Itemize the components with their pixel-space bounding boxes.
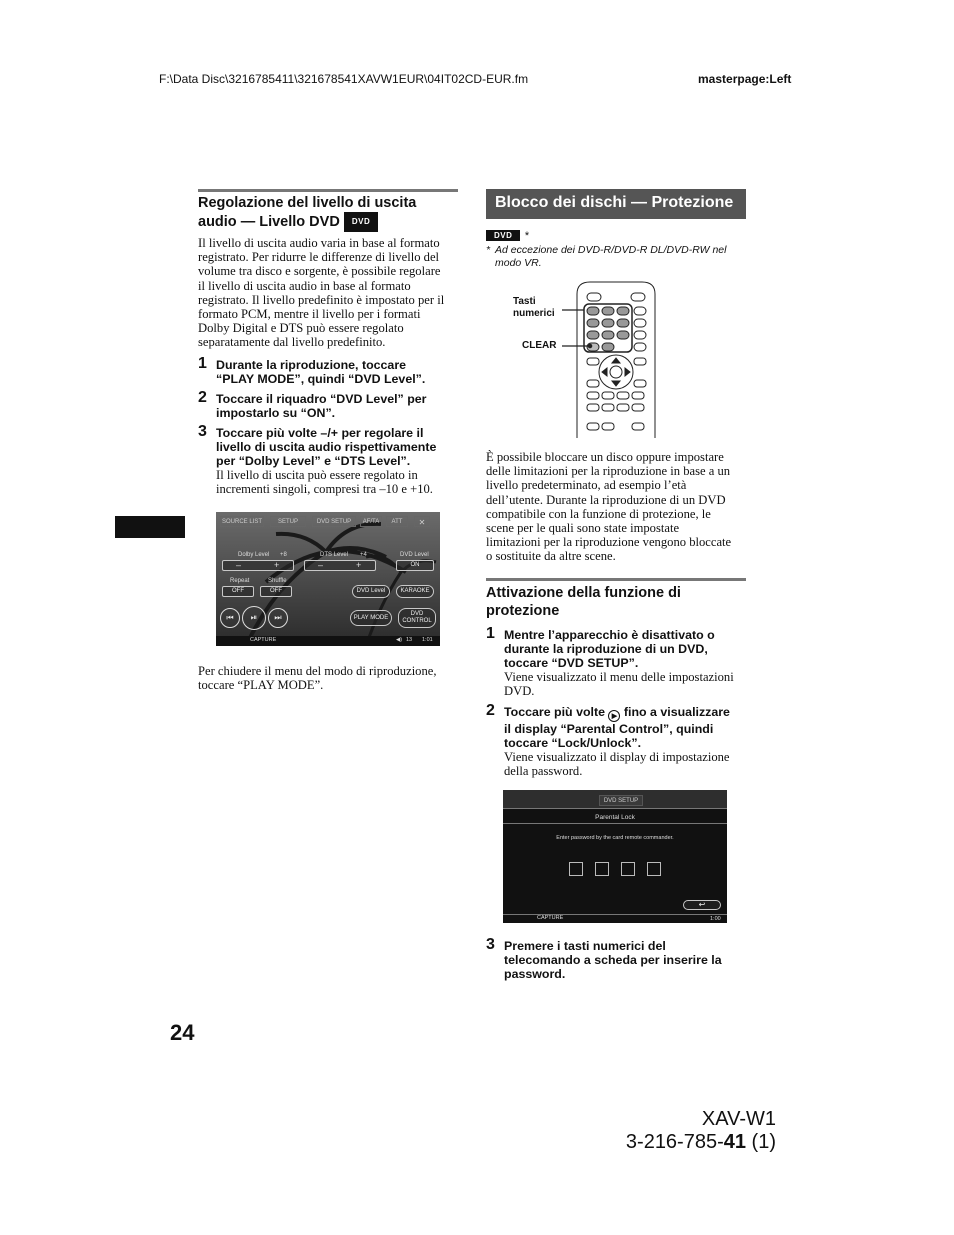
step-subtext: DVD. [504, 684, 535, 699]
step-1 [198, 355, 460, 386]
step-text: impostarlo su “ON”. [216, 406, 336, 420]
dolby-level-value: +8 [280, 552, 287, 558]
intro-line: registrato. Il livello predefinito è impostato per il [198, 292, 445, 307]
numeric-keys-label-2: numerici [513, 308, 555, 319]
step-number: 1 [486, 625, 495, 642]
tab-dvd-setup[interactable]: DVD SETUP [312, 516, 356, 527]
clear-label: CLEAR [522, 340, 557, 351]
step-number: 3 [198, 423, 207, 440]
dvd-control-label-1: DVD [410, 611, 424, 617]
step-subtext: Viene visualizzato il display di impostazione [504, 750, 730, 764]
intro-line: limitazioni per la riproduzione vengono bloccate [486, 535, 732, 550]
step-text: toccare “DVD SETUP”. [504, 656, 639, 670]
shuffle-label: Shuffle [268, 578, 287, 584]
chapter-tab-marker [115, 516, 185, 538]
dts-level-control [304, 560, 376, 571]
karaoke-button[interactable]: KARAOKE [396, 585, 434, 598]
password-digit-4 [647, 862, 661, 876]
step-text: Mentre l’apparecchio è disattivato o [504, 628, 715, 642]
volume-value: 13 [406, 637, 413, 643]
tab-setup[interactable]: SETUP [270, 516, 306, 527]
dvd-level-label: DVD Level [400, 552, 429, 558]
dolby-level-control [222, 560, 294, 571]
closing-line: toccare “PLAY MODE”. [198, 678, 324, 693]
section-title [198, 194, 460, 232]
dts-plus-button[interactable]: + [356, 560, 362, 570]
part-number-bold: 41 [723, 1131, 746, 1153]
password-digit-1 [569, 862, 583, 876]
step-text: telecomando a scheda per inserire la [504, 953, 722, 967]
model-name: XAV-W1 [701, 1108, 776, 1130]
step-3 [198, 423, 460, 497]
step-text: “PLAY MODE”, quindi “DVD Level”. [216, 372, 426, 386]
section-banner: Blocco dei dischi — Protezione [486, 189, 746, 219]
dvd-badge: DVD [344, 212, 378, 232]
play-mode-button[interactable]: PLAY MODE [350, 610, 392, 626]
section-title-line1: Regolazione del livello di uscita [198, 195, 417, 211]
dvd-badge-row [486, 226, 529, 244]
play-mode-screen [216, 512, 440, 646]
dolby-minus-button[interactable]: – [236, 560, 242, 570]
next-icon[interactable]: ⏭ [268, 608, 288, 628]
clock: 1:01 [422, 637, 433, 643]
intro-line: Il livello di uscita audio varia in base al formato [198, 236, 440, 250]
section-title-line2 [198, 212, 460, 232]
step-subtext: Il livello di uscita può essere regolato in [216, 468, 418, 482]
footnote-line: Ad eccezione dei DVD-R/DVD-R DL/DVD-RW nel [495, 244, 727, 256]
protection-step-3 [486, 936, 748, 981]
dolby-level-label: Dolby Level [238, 552, 270, 558]
intro-line: separatamente dal livello predefinito. [198, 335, 386, 350]
tab-dvd-setup[interactable]: DVD SETUP [599, 795, 643, 806]
dts-minus-button[interactable]: – [318, 560, 324, 570]
repeat-label: Repeat [230, 578, 250, 584]
password-digit-2 [595, 862, 609, 876]
protection-step-1 [486, 625, 748, 699]
step-text-part: Toccare più volte [504, 705, 605, 719]
step-text [504, 705, 748, 722]
protection-intro [486, 450, 748, 564]
step-text: livello di uscita audio rispettivamente [216, 440, 437, 454]
back-button[interactable]: ↩ [683, 900, 721, 910]
step-text: Toccare il riquadro “DVD Level” per [216, 392, 427, 406]
intro-line: compatibile con la funzione di protezione, le [486, 506, 711, 521]
arrow-right-icon: ▶ [608, 710, 620, 722]
dts-level-label: DTS Level [320, 552, 349, 558]
section-rule [198, 189, 458, 192]
intro-line: È possibile bloccare un disco oppure impostare [486, 450, 724, 464]
tab-af-ta[interactable]: AF/TA [360, 516, 382, 527]
speaker-icon: ◀) [396, 637, 403, 643]
repeat-button[interactable]: OFF [222, 586, 254, 597]
tab-att[interactable]: ATT [386, 516, 408, 527]
intro-paragraph [198, 236, 460, 350]
intro-line: delle limitazioni per la riproduzione in base a un [486, 464, 731, 479]
clock: 1:00 [710, 916, 721, 922]
parental-lock-screen [503, 790, 727, 923]
step-text: password. [504, 967, 566, 981]
parental-lock-title: Parental Lock [595, 814, 635, 821]
closing-line: Per chiudere il menu del modo di riproduzione, [198, 664, 437, 678]
dvd-control-button[interactable] [398, 608, 436, 628]
closing-paragraph [198, 664, 460, 692]
step-text: per “Dolby Level” e “DTS Level”. [216, 454, 411, 468]
part-number-prefix: 3-216-785- [625, 1131, 724, 1153]
dvd-level-toggle[interactable]: ON [396, 560, 434, 571]
intro-line: dell’utente. Durante la riproduzione di un DVD [486, 492, 726, 507]
divider [503, 823, 727, 824]
step-2 [198, 389, 460, 420]
dolby-plus-button[interactable]: + [274, 560, 280, 570]
part-number-suffix: (1) [746, 1131, 776, 1153]
step-text: toccare “Lock/Unlock”. [504, 736, 642, 750]
step-number: 2 [198, 389, 207, 406]
subsection-rule [486, 578, 746, 581]
footnote [486, 244, 748, 270]
intro-line: formato PCM, mentre il livello per i formati [198, 307, 421, 322]
model-code [560, 1108, 776, 1154]
dts-level-value: +4 [360, 552, 367, 558]
step-subtext: della password. [504, 764, 583, 779]
step-subtext: incrementi singoli, compresi tra –10 e +10. [216, 482, 433, 497]
file-path: F:\Data Disc\3216785411\321678541XAVW1EUR\04IT02CD-EUR.fm [159, 72, 529, 86]
numeric-keys-label [513, 296, 555, 320]
close-icon[interactable]: ✕ [414, 516, 430, 527]
asterisk: * [524, 230, 529, 242]
step-text: il display “Parental Control”, quindi [504, 722, 714, 736]
step-subtext: Viene visualizzato il menu delle impostazioni [504, 670, 734, 684]
subsection-title-line1: Attivazione della funzione di [486, 585, 681, 601]
intro-line: volume tra disco e sorgente, è possibile regolare [198, 264, 441, 279]
step-number: 2 [486, 702, 495, 719]
step-text-part: fino a visualizzare [623, 705, 730, 719]
tab-source-list[interactable]: SOURCE LIST [220, 516, 264, 527]
password-digit-3 [621, 862, 635, 876]
divider [503, 808, 727, 809]
page-number: 24 [170, 1020, 195, 1045]
play-pause-icon[interactable]: ⏯ [242, 606, 266, 630]
intro-line: o sostituite da altre scene. [486, 549, 616, 564]
password-prompt: Enter password by the card remote commander. [556, 835, 674, 841]
step-text: durante la riproduzione di un DVD, [504, 642, 708, 656]
step-text: Durante la riproduzione, toccare [216, 358, 407, 372]
intro-line: registrato. Per ridurre le differenze di livello del [198, 250, 440, 265]
step-text: Premere i tasti numerici del [504, 939, 666, 953]
masterpage-label: masterpage:Left [698, 72, 792, 86]
capture-button[interactable]: CAPTURE [250, 637, 277, 643]
section-title-text: audio — Livello DVD [198, 213, 340, 230]
subsection-title [486, 584, 748, 620]
numeric-keys-label-1: Tasti [513, 296, 536, 307]
intro-line: il livello di uscita audio in base al formato [198, 278, 411, 293]
footnote-mark: * [486, 244, 491, 256]
protection-step-2 [486, 702, 748, 779]
intro-line: livello predeterminato, ad esempio l’età [486, 478, 687, 493]
intro-line: Dolby Digital e DTS può essere regolato [198, 321, 404, 336]
dvd-badge: DVD [486, 230, 520, 241]
step-text: Toccare più volte –/+ per regolare il [216, 426, 424, 440]
footnote-line: modo VR. [495, 257, 542, 269]
step-number: 3 [486, 936, 495, 953]
dvd-control-label-2: CONTROL [402, 618, 432, 624]
previous-icon[interactable]: ⏮ [220, 608, 240, 628]
subsection-title-line2: protezione [486, 603, 560, 619]
part-number [560, 1131, 776, 1154]
step-number: 1 [198, 355, 207, 372]
intro-line: scene per le quali sono state impostate [486, 521, 680, 536]
shuffle-button[interactable]: OFF [260, 586, 292, 597]
capture-button[interactable]: CAPTURE [537, 915, 564, 921]
dvd-level-button[interactable]: DVD Level [352, 585, 390, 598]
